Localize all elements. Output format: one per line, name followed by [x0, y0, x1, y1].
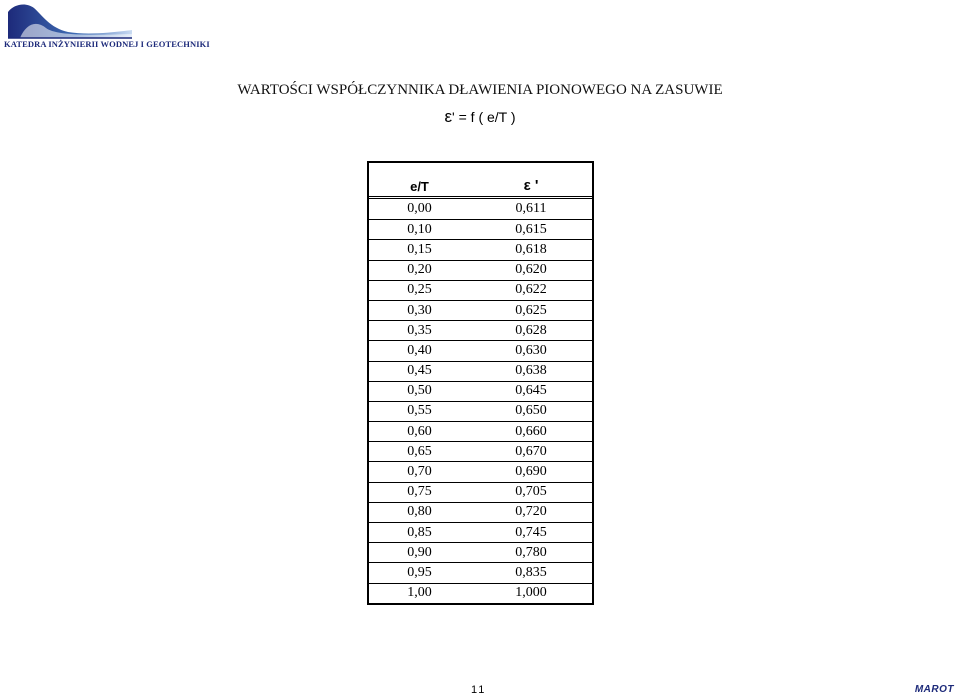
table-row — [369, 260, 592, 280]
cell-epsilon: 0,720 — [515, 504, 547, 520]
cell-epsilon: 0,645 — [515, 383, 547, 399]
coefficient-table — [367, 161, 594, 605]
cell-epsilon: 0,615 — [515, 221, 547, 237]
cell-epsilon: 0,622 — [515, 282, 547, 298]
cell-epsilon: 0,745 — [515, 524, 547, 540]
cell-et: 0,60 — [407, 423, 432, 439]
table-row — [369, 542, 592, 562]
cell-epsilon: 0,835 — [515, 564, 547, 580]
department-logo — [4, 2, 210, 50]
table-row — [369, 300, 592, 320]
cell-et: 0,90 — [407, 544, 432, 560]
table-row — [369, 320, 592, 340]
cell-et: 0,15 — [407, 241, 432, 257]
table-row — [369, 583, 592, 603]
table-header — [369, 163, 592, 199]
cell-epsilon: 1,000 — [515, 585, 547, 601]
table-row — [369, 340, 592, 360]
cell-et: 0,00 — [407, 201, 432, 217]
cell-et: 0,50 — [407, 383, 432, 399]
table-row — [369, 381, 592, 401]
cell-et: 0,65 — [407, 443, 432, 459]
cell-et: 0,45 — [407, 363, 432, 379]
table-row — [369, 522, 592, 542]
column-header-epsilon: ε ' — [523, 177, 539, 194]
table-row — [369, 239, 592, 259]
cell-et: 0,20 — [407, 262, 432, 278]
cell-epsilon: 0,660 — [515, 423, 547, 439]
page-title: WARTOŚCI WSPÓŁCZYNNIKA DŁAWIENIA PIONOWEGO NA ZASUWIE — [237, 82, 723, 98]
cell-et: 0,35 — [407, 322, 432, 338]
cell-epsilon: 0,628 — [515, 322, 547, 338]
table-row — [369, 421, 592, 441]
cell-epsilon: 0,611 — [515, 201, 547, 217]
table-row — [369, 502, 592, 522]
table-row — [369, 441, 592, 461]
cell-et: 0,95 — [407, 564, 432, 580]
column-header-et: e/T — [410, 179, 429, 194]
table-row — [369, 562, 592, 582]
cell-epsilon: 0,650 — [515, 403, 547, 419]
formula — [0, 107, 960, 127]
table-body — [369, 199, 592, 603]
cell-et: 0,80 — [407, 504, 432, 520]
cell-epsilon: 0,618 — [515, 241, 547, 257]
table-row — [369, 461, 592, 481]
formula-text: ' = f ( e/T ) — [452, 109, 516, 125]
cell-et: 1,00 — [407, 585, 432, 601]
cell-et: 0,75 — [407, 484, 432, 500]
table-row — [369, 361, 592, 381]
cell-epsilon: 0,705 — [515, 484, 547, 500]
cell-et: 0,85 — [407, 524, 432, 540]
institution-name: KATEDRA INŻYNIERII WODNEJ I GEOTECHNIKI — [4, 39, 210, 49]
table-row — [369, 482, 592, 502]
cell-epsilon: 0,780 — [515, 544, 547, 560]
table-row — [369, 401, 592, 421]
wave-logo-icon — [6, 2, 134, 40]
cell-epsilon: 0,625 — [515, 302, 547, 318]
table-row — [369, 219, 592, 239]
cell-et: 0,55 — [407, 403, 432, 419]
cell-et: 0,30 — [407, 302, 432, 318]
table-row — [369, 199, 592, 219]
cell-epsilon: 0,638 — [515, 363, 547, 379]
cell-et: 0,25 — [407, 282, 432, 298]
cell-et: 0,10 — [407, 221, 432, 237]
table-row — [369, 280, 592, 300]
cell-et: 0,70 — [407, 464, 432, 480]
cell-epsilon: 0,620 — [515, 262, 547, 278]
cell-epsilon: 0,670 — [515, 443, 547, 459]
cell-epsilon: 0,690 — [515, 464, 547, 480]
epsilon-symbol: ε — [444, 107, 453, 126]
brand-label: MAROT — [914, 684, 954, 695]
cell-et: 0,40 — [407, 342, 432, 358]
page-number: 11 — [471, 684, 487, 696]
cell-epsilon: 0,630 — [515, 342, 547, 358]
